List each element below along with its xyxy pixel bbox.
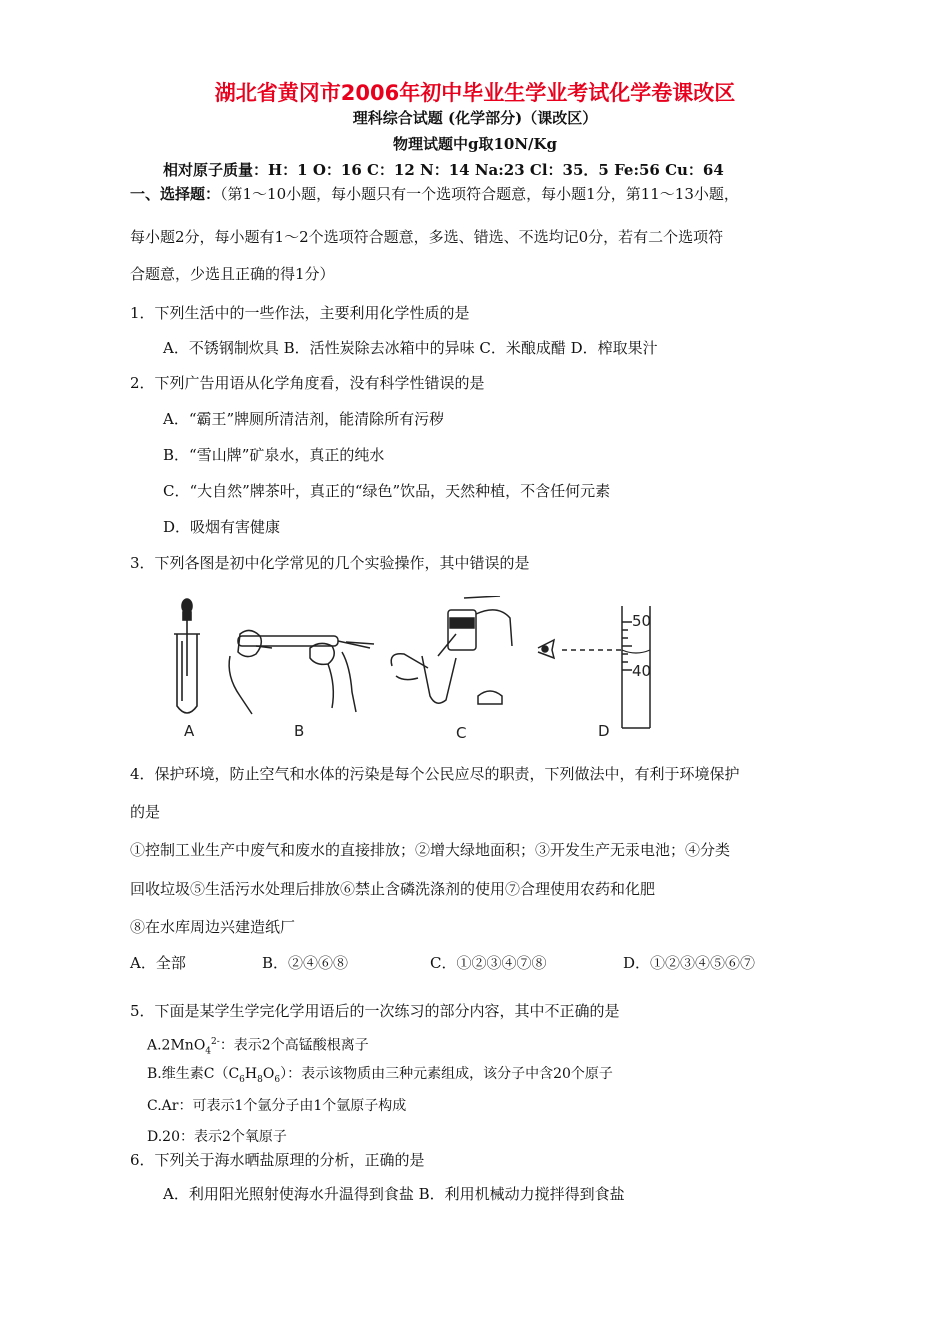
cylinder-mark-40: 40: [632, 662, 652, 680]
figure-label-d: D: [598, 722, 610, 740]
section-heading: 一、选择题：: [130, 185, 221, 203]
q4-items-line-3: ⑧在水库周边兴建造纸厂: [130, 918, 296, 936]
q4-stem-line-2: 的是: [130, 803, 161, 821]
q2-option-c: C．“大自然”牌茶叶，真正的“绿色”饮品，天然种植，不含任何元素: [163, 482, 611, 500]
q5-option-d: D.20：表示2个氧原子: [147, 1129, 287, 1145]
q4-items-line-1: ①控制工业生产中废气和废水的直接排放；②增大绿地面积；③开发生产无汞电池；④分类: [130, 841, 731, 859]
q5-b-prefix: B.维生素C（C: [147, 1066, 240, 1082]
exam-subtitle: 理科综合试题 (化学部分)（课改区）: [352, 109, 598, 127]
q2-option-b: B．“雪山牌”矿泉水，真正的纯水: [163, 446, 385, 464]
q4-stem-line-1: 4．保护环境，防止空气和水体的污染是每个公民应尽的职责，下列做法中，有利于环境保护: [130, 765, 740, 783]
q1-stem: 1．下列生活中的一些作法，主要利用化学性质的是: [130, 304, 470, 322]
q5-b-text: ）：表示该物质由三种元素组成，该分子中含20个原子: [280, 1066, 613, 1082]
q5-b-o: O: [262, 1066, 275, 1082]
exam-title: 湖北省黄冈市2006年初中毕业生学业考试化学卷课改区: [214, 81, 736, 105]
q2-option-a: A．“霸王”牌厕所清洁剂，能清除所有污秽: [163, 410, 445, 428]
physics-note: 物理试题中g取10N/Kg: [392, 135, 558, 153]
section-instructions-text: （第1～10小题，每小题只有一个选项符合题意，每小题1分，第11～13小题，: [220, 185, 739, 203]
q2-stem: 2．下列广告用语从化学角度看，没有科学性错误的是: [130, 374, 485, 392]
cylinder-mark-50: 50: [632, 612, 652, 630]
q5-a-text: ：表示2个高锰酸根离子: [219, 1037, 369, 1054]
q5-option-c: C.Ar：可表示1个氩分子由1个氩原子构成: [147, 1098, 407, 1114]
q2-option-d: D．吸烟有害健康: [163, 518, 281, 536]
q3-stem: 3．下列各图是初中化学常见的几个实验操作，其中错误的是: [130, 554, 530, 572]
figure-c-pouring: [391, 596, 512, 704]
section-instructions-line-1: [130, 184, 739, 204]
q5-stem: 5．下面是某学生学完化学用语后的一次练习的部分内容，其中不正确的是: [130, 1002, 620, 1020]
lab-operations-diagram: [160, 596, 660, 746]
figure-label-c: C: [456, 724, 467, 742]
section-instructions-line-2: 每小题2分，每小题有1～2个选项符合题意，多选、错选、不选均记0分，若有二个选项符: [130, 228, 724, 246]
q5-b-h-subscript: 8: [257, 1074, 263, 1085]
q4-option-d: D．①②③④⑤⑥⑦: [623, 954, 756, 972]
q5-option-b: [147, 1064, 613, 1090]
q6-options: A．利用阳光照射使海水升温得到食盐 B．利用机械动力搅拌得到食盐: [163, 1185, 625, 1203]
q6-stem: 6．下列关于海水晒盐原理的分析，正确的是: [130, 1151, 425, 1169]
q5-b-c-subscript: 6: [239, 1074, 245, 1085]
q5-option-a: [147, 1032, 369, 1061]
atomic-mass-line: 相对原子质量：H：1 O：16 C：12 N：14 Na:23 Cl：35．5 Fe:56 Cu：64: [163, 161, 724, 179]
figure-label-b: B: [294, 722, 305, 740]
figure-b-hands-tube: [229, 630, 374, 714]
q5-a-charge: 2-: [211, 1037, 220, 1047]
figure-a-dropper-test-tube: [174, 599, 200, 713]
figure-label-a: A: [184, 722, 195, 740]
section-instructions-line-3: 合题意，少选且正确的得1分）: [130, 265, 335, 283]
q1-options: A．不锈钢制炊具 B．活性炭除去冰箱中的异味 C．米酿成醋 D．榨取果汁: [163, 339, 658, 357]
q4-option-b: B．②④⑥⑧: [262, 954, 349, 972]
q4-items-line-2: 回收垃圾⑤生活污水处理后排放⑥禁止含磷洗涤剂的使用⑦合理使用农药和化肥: [130, 880, 656, 898]
q4-option-a: A．全部: [130, 954, 186, 972]
q5-b-o-subscript: 6: [274, 1074, 281, 1085]
q3-lab-figure: [160, 596, 660, 746]
q5-a-subscript: 4: [205, 1046, 212, 1057]
q5-a-formula: A.2MnO: [147, 1037, 206, 1054]
q5-b-h: H: [244, 1066, 258, 1082]
q4-option-c: C．①②③④⑦⑧: [430, 954, 547, 972]
